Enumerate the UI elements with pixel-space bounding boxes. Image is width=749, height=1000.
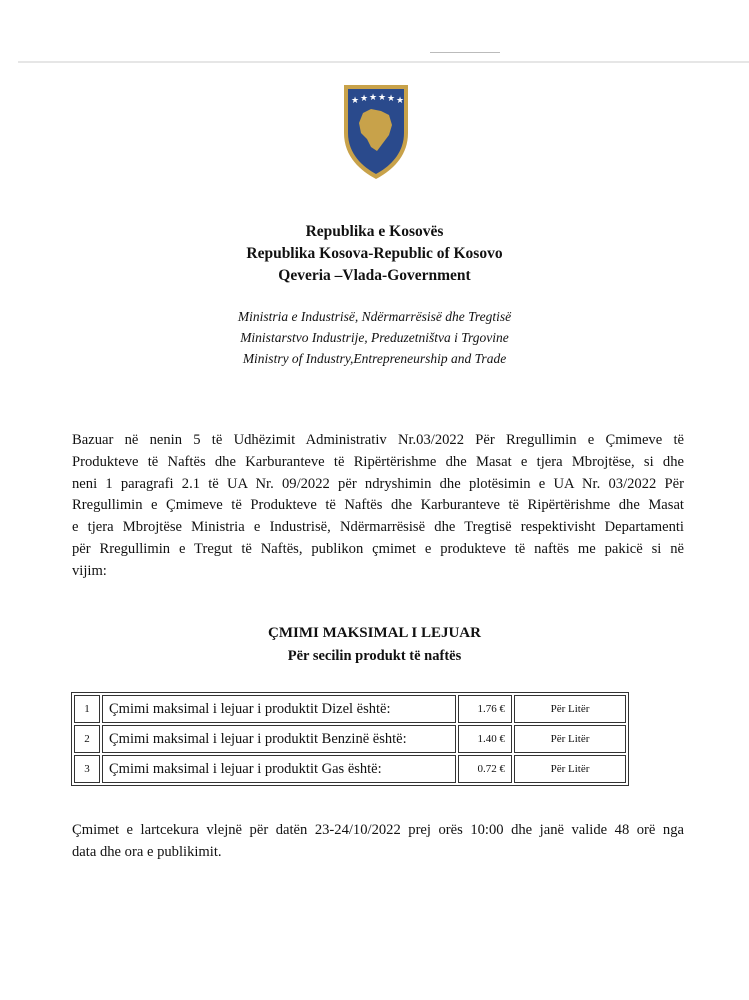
row-price: 1.76 €	[458, 695, 512, 723]
intro-paragraph	[72, 430, 684, 583]
intro-line: vijim:	[72, 562, 107, 579]
row-description: Çmimi maksimal i lejuar i produktit Gas është:	[102, 755, 456, 783]
table-row	[74, 755, 626, 783]
intro-line: për Rregullimin e Tregut të Naftës, publikon çmimet e produkteve të naftës me pakicë si në	[72, 540, 684, 557]
gov-line-1: Republika e Kosovës	[305, 223, 444, 240]
ministry-line-1: Ministria e Industrisë, Ndërmarrësisë dhe Tregtisë	[237, 309, 512, 324]
row-number: 2	[74, 725, 100, 753]
closing-line: Çmimet e lartcekura vlejnë për datën 23-24/10/2022 prej orës 10:00 dhe janë valide 48 orë nga	[72, 822, 684, 838]
svg-text:★: ★	[369, 93, 378, 103]
top-divider-mark	[430, 52, 500, 53]
row-price: 0.72 €	[458, 755, 512, 783]
intro-line: Rregullimin e Çmimeve të Produkteve të Naftës dhe Karburanteve të Ripërtërishme dhe Masat	[72, 497, 684, 514]
row-unit: Për Litër	[514, 755, 626, 783]
ministry-line-3: Ministry of Industry,Entrepreneurship and Trade	[242, 351, 507, 366]
intro-line: Produkteve të Naftës dhe Karburanteve të Ripërtërishme dhe Masat e tjera Mbrojtëse, si dhe	[72, 453, 684, 470]
gov-line-3: Qeveria –Vlada-Government	[278, 267, 471, 284]
gov-line-2: Republika Kosova-Republic of Kosovo	[246, 245, 503, 262]
row-unit: Për Litër	[514, 695, 626, 723]
svg-text:★: ★	[360, 94, 369, 104]
price-table	[71, 692, 629, 786]
svg-text:★: ★	[378, 93, 387, 103]
intro-line: neni 1 paragrafi 2.1 të UA Nr. 09/2022 për ndryshimin dhe plotësimin e UA Nr. 03/2022 Për	[72, 475, 684, 492]
row-description: Çmimi maksimal i lejuar i produktit Benzinë është:	[102, 725, 456, 753]
ministry-line-2: Ministarstvo Industrije, Preduzetništva i Trgovine	[240, 330, 509, 345]
intro-line: Bazuar në nenin 5 të Udhëzimit Administrativ Nr.03/2022 Për Rregullimin e Çmimeve të	[72, 432, 684, 448]
section-subtitle: Për secilin produkt të naftës	[287, 648, 462, 664]
svg-text:★: ★	[396, 96, 405, 106]
kosovo-emblem-icon	[341, 81, 411, 181]
row-unit: Për Litër	[514, 725, 626, 753]
row-number: 1	[74, 695, 100, 723]
closing-line: data dhe ora e publikimit.	[72, 843, 222, 860]
svg-text:★: ★	[387, 94, 396, 104]
table-row	[74, 695, 626, 723]
intro-line: e tjera Mbrojtëse Ministria e Industrisë, Ndërmarrësisë dhe Tregtisë respektivisht Departamenti	[72, 519, 684, 536]
closing-paragraph	[72, 820, 684, 864]
top-rule	[18, 61, 749, 63]
svg-text:★: ★	[351, 96, 360, 106]
section-title: ÇMIMI MAKSIMAL I LEJUAR	[268, 625, 481, 641]
row-number: 3	[74, 755, 100, 783]
row-price: 1.40 €	[458, 725, 512, 753]
table-row	[74, 725, 626, 753]
row-description: Çmimi maksimal i lejuar i produktit Dizel është:	[102, 695, 456, 723]
